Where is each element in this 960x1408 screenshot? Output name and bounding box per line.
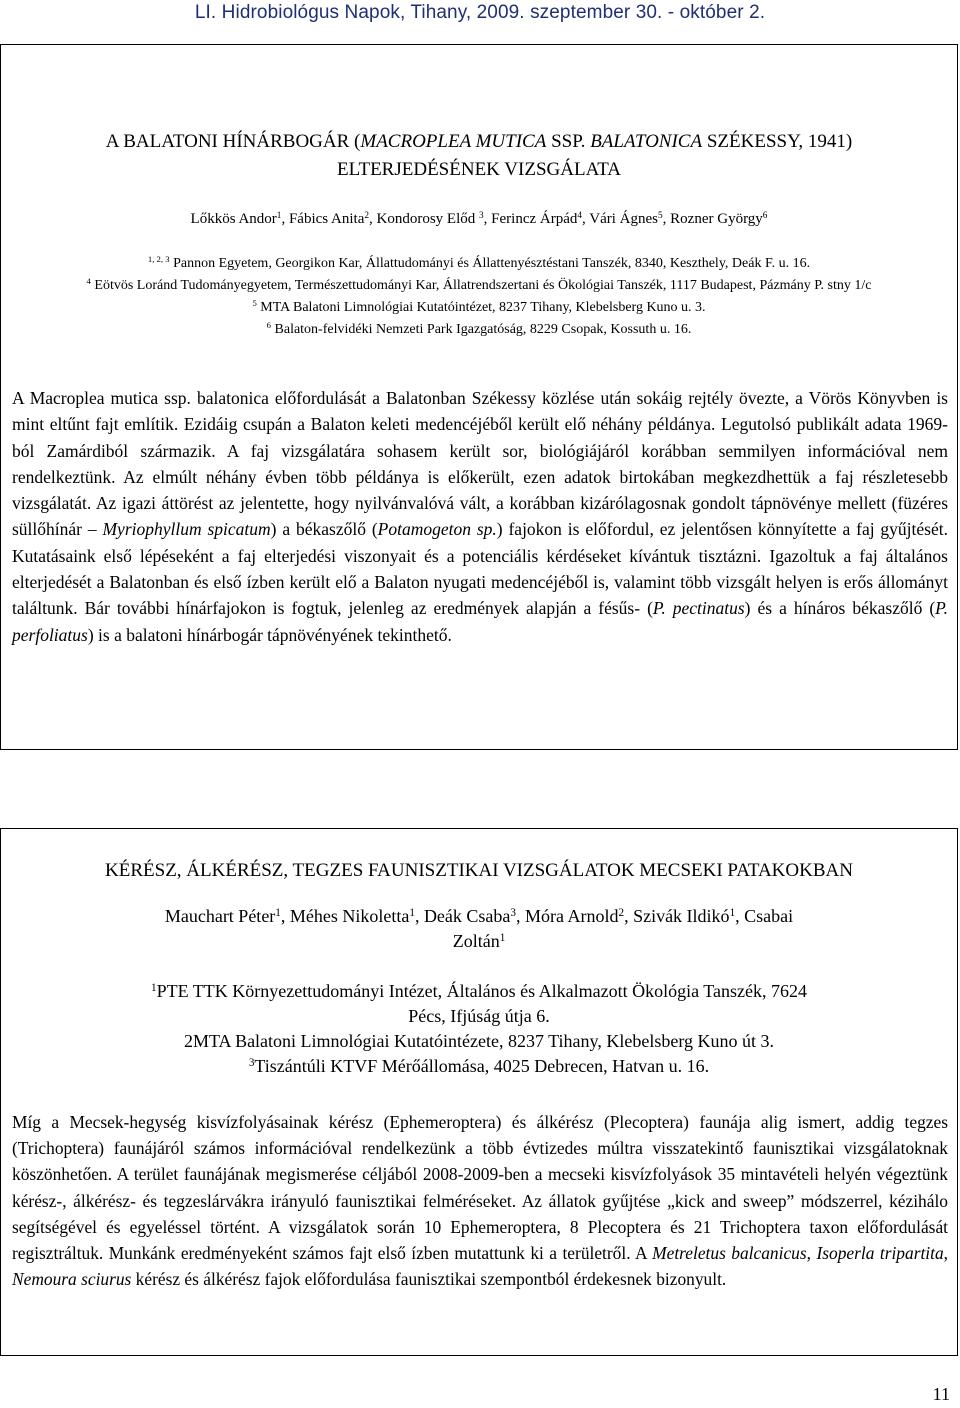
page-number: 11 xyxy=(932,1384,950,1404)
affiliation: $^4$ Eötvös Loránd Tudományegyetem, Természettudományi Kar, Állatrendszertani és Ökológiai Tanszék, 1117 Budapest, Pázmány P. stny 1/c xyxy=(86,276,872,293)
article-2-abstract: Míg a Mecsek-hegység kisvízfolyásainak kérész (Ephemeroptera) és álkérész (Plecoptera) faunája alig ismert, addig tegzes (Trichoptera) faunájáról számos információval rendelkezünk a több évtizedes múltra visszatekintő faunisztikai vizsgálatoknak köszönhetően. A terület faunájának megismerése céljából 2008-2009-ben a mecseki kisvízfolyások 35 mintavételi helyén végeztünk kérész-, álkérész- és tegzeslárvákra irányuló faunisztikai felméréseket. Az állatok gyűjtése „kick and sweep” módszerrel, kézihálo segítségével és egyeléssel történt. A vizsgálatok során 10 Ephemeroptera, 8 Plecoptera és 21 Trichoptera taxon előfordulását regisztráltuk. Munkánk eredményeként számos fajt első ízben mutattunk ki a területről. A Metreletus balcanicus, Isoperla tripartita, Nemoura sciurus kérész és álkérész fajok előfordulása faunisztikai szempontból érdekesnek bizonyult. xyxy=(12,1112,949,1290)
title-text: SSP. xyxy=(546,131,591,152)
author: Deák Csaba$^3$, xyxy=(423,906,525,926)
author: Kondorosy Előd $^3$, xyxy=(376,210,492,227)
title-line-2: ELTERJEDÉSÉNEK VIZSGÁLATA xyxy=(337,159,621,180)
article-1 xyxy=(0,44,958,750)
title-text: A BALATONI HÍNÁRBOGÁR ( xyxy=(105,131,361,152)
article-2-authors xyxy=(1,904,957,954)
article-1-affiliations xyxy=(1,253,957,341)
title-italic: BALATONICA xyxy=(590,131,703,152)
author: Szivák Ildikó$^1$, xyxy=(633,906,745,926)
article-2-title: KÉRÉSZ, ÁLKÉRÉSZ, TEGZES FAUNISZTIKAI VIZSGÁLATOK MECSEKI PATAKOKBAN xyxy=(105,860,853,881)
author: Lőkkös Andor$^1$, xyxy=(190,210,289,227)
affiliation: $^5$ MTA Balatoni Limnológiai Kutatóintézet, 8237 Tihany, Klebelsberg Kuno u. 3. xyxy=(252,298,706,315)
author: Vári Ágnes$^5$, xyxy=(589,210,671,227)
affiliation: $^3$Tiszántúli KTVF Mérőállomása, 4025 Debrecen, Hatvan u. 16. xyxy=(248,1056,710,1076)
page-header: LI. Hidrobiológus Napok, Tihany, 2009. szeptember 30. - október 2. xyxy=(194,2,766,23)
title-text: SZÉKESSY, 1941) xyxy=(702,131,853,152)
affiliation: $^1$PTE TTK Környezettudományi Intézet, Általános és Alkalmazott Ökológia Tanszék, 7624 Pécs, Ifjúság útja 6. xyxy=(151,981,807,1026)
author: Rozner György$^6$ xyxy=(670,210,768,227)
article-1-authors xyxy=(1,209,957,229)
affiliation: $^6$ Balaton-felvidéki Nemzeti Park Igazgatóság, 8229 Csopak, Kossuth u. 16. xyxy=(266,320,692,337)
affiliation: $^{1, 2, 3}$ Pannon Egyetem, Georgikon Kar, Állattudományi és Állattenyésztéstani Tanszék, 8340, Keszthely, Deák F. u. 16. xyxy=(147,254,811,271)
article-1-abstract: A Macroplea mutica ssp. balatonica előfordulását a Balatonban Székessy közlése után sokáig rejtély övezte, a Vörös Könyvben is mint eltűnt fajt említik. Ezidáig csupán a Balaton keleti medencéjéből került elő néhány példánya. Legutolsó publikált adata 1969-ból Zamárdiból származik. A faj vizsgálatára sohasem került sor, biológiájáról korábban semmilyen információval nem rendelkeztünk. Az elmúlt néhány évben több példánya is előkerült, ezen adatok birtokában megkezdhettük a faj részletesebb vizsgálatát. Az igazi áttörést az jelentette, hogy nyilvánvalóvá vált, a korábban kizárólagosnak gondolt tápnövénye mellett (füzéres süllőhínár – Myriophyllum spicatum) a békaszőlő (Potamogeton sp.) fajokon is előfordul, ez jelentősen könnyítette a faj gyűjtését. Kutatásaink első lépéseként a faj elterjedési viszonyait és a potenciális kérdéseket kívántuk tisztázni. Igazoltuk a faj általános elterjedését a Balatonban és első ízben került elő a Balaton nyugati medencéjéből is, valamint több vizsgált helyen is erős állományt találtunk. Bár további hínárfajokon is fogtuk, jelenleg az eredmények alapján a fésűs- (P. pectinatus) és a hínáros békaszőlő (P. perfoliatus) is a balatoni hínárbogár tápnövényének tekinthető. xyxy=(12,388,948,645)
article-2-affiliations xyxy=(1,979,957,1079)
title-italic: MACROPLEA MUTICA xyxy=(360,131,547,152)
article-2 xyxy=(0,828,958,1356)
affiliation: 2MTA Balatoni Limnológiai Kutatóintézete, 8237 Tihany, Klebelsberg Kuno út 3. xyxy=(184,1031,774,1051)
article-1-title xyxy=(1,128,957,184)
author: Mauchart Péter$^1$, xyxy=(164,906,290,926)
author: Fábics Anita$^2$, xyxy=(288,210,377,227)
author: Méhes Nikoletta$^1$, xyxy=(289,906,424,926)
author: Csabai Zoltán$^1$ xyxy=(452,906,794,951)
author: Móra Arnold$^2$, xyxy=(524,906,634,926)
author: Ferincz Árpád$^4$, xyxy=(491,210,590,227)
